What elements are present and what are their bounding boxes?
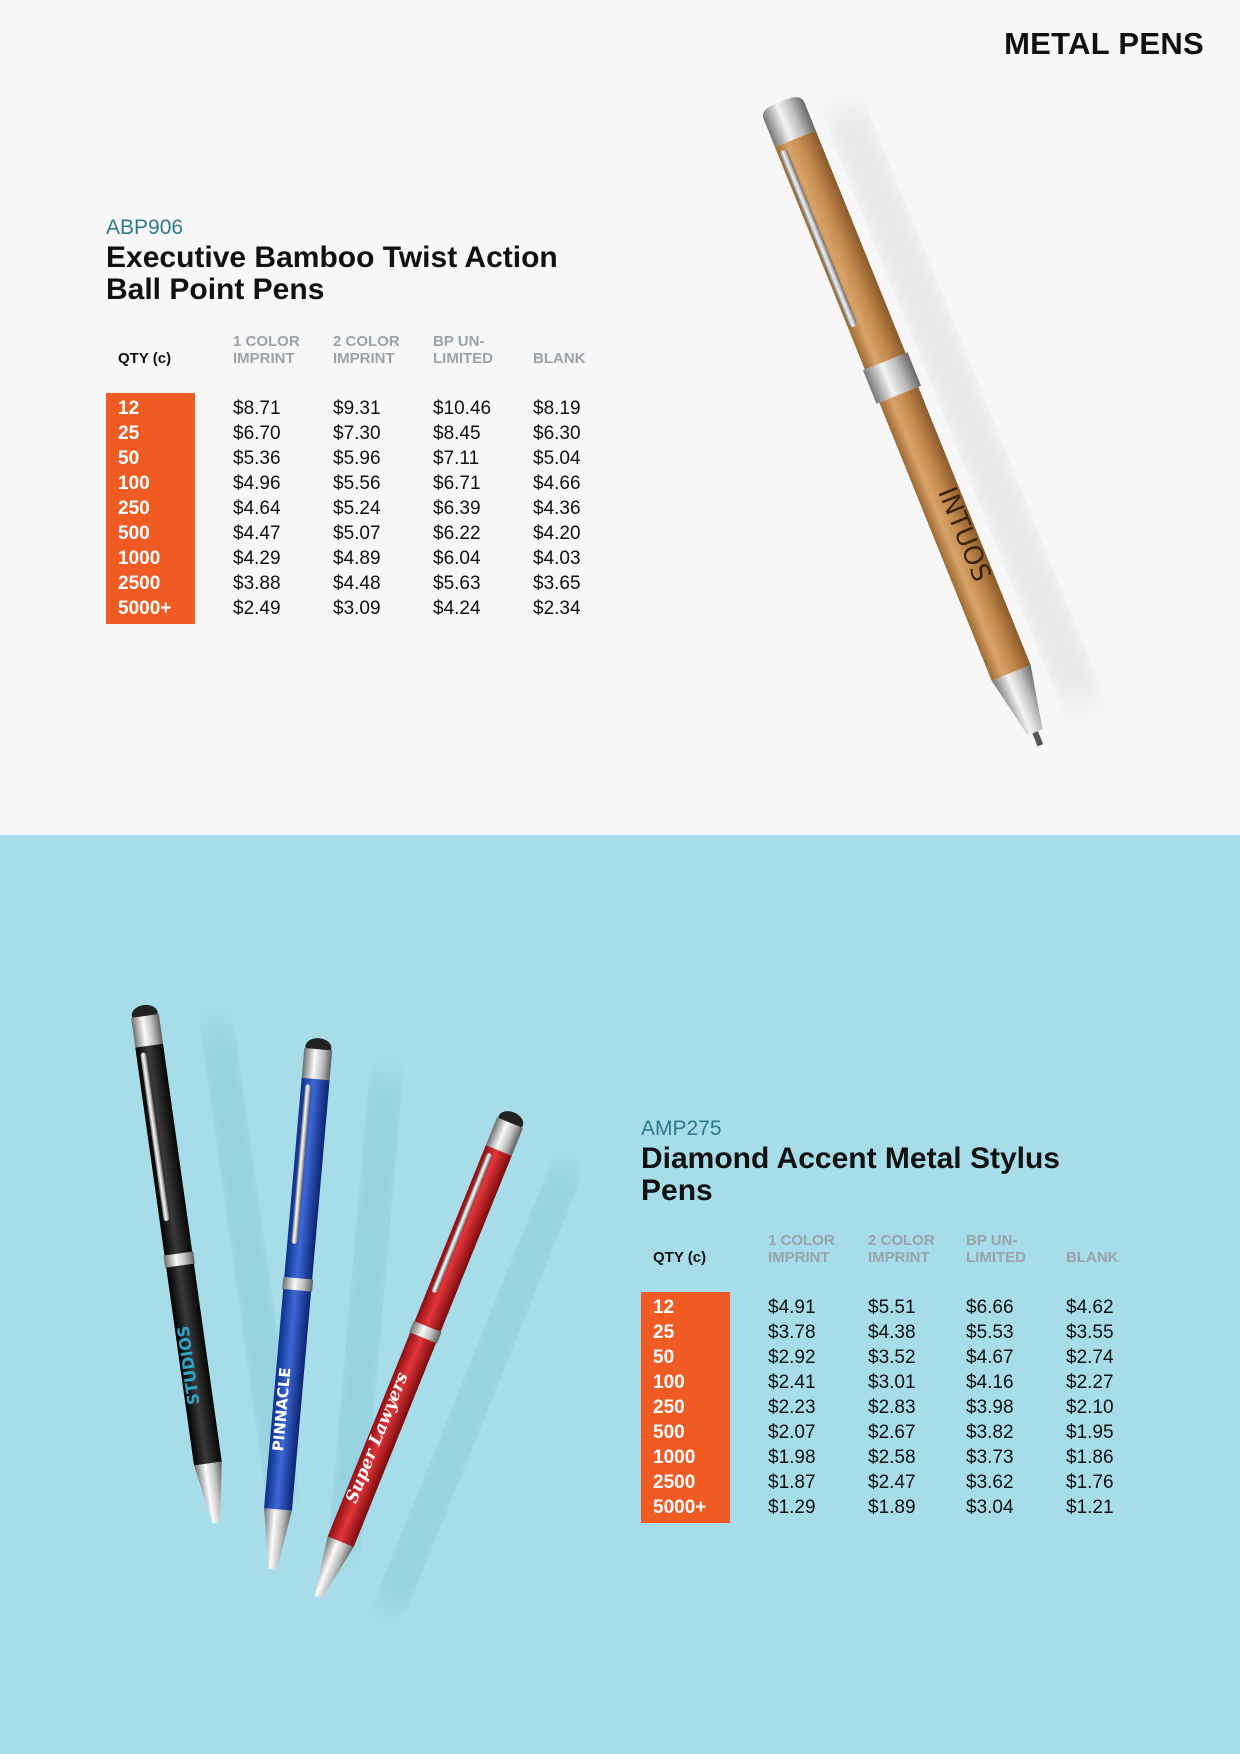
price-bp-unlimited: $4.67 [966, 1347, 1014, 1368]
table-row [106, 446, 613, 471]
price-2-color: $5.56 [333, 473, 381, 494]
pen-imprint-text: PINNACLE [269, 1366, 295, 1453]
product-sku: ABP906 [106, 216, 184, 239]
qty-cell: 5000+ [641, 1495, 730, 1523]
gap-cell [730, 1420, 768, 1445]
price-2-color: $2.58 [868, 1447, 916, 1468]
price-bp-unlimited: $4.24 [433, 598, 481, 619]
gap-cell [195, 446, 233, 471]
qty-cell: 50 [641, 1345, 730, 1370]
qty-cell: 2500 [106, 571, 195, 596]
price-bp-unlimited: $6.39 [433, 498, 481, 519]
price-blank: $8.19 [533, 398, 581, 419]
product-name [106, 242, 666, 306]
price-blank: $1.95 [1066, 1422, 1114, 1443]
product-sku: AMP275 [641, 1117, 722, 1140]
price-2-color: $7.30 [333, 423, 381, 444]
price-blank: $4.36 [533, 498, 581, 519]
price-bp-unlimited: $3.04 [966, 1497, 1014, 1518]
product-name-line1: Diamond Accent Metal Stylus [641, 1142, 1060, 1175]
qty-cell: 250 [106, 496, 195, 521]
price-bp-unlimited: $6.71 [433, 473, 481, 494]
header-blank: BLANK [533, 350, 586, 367]
price-bp-unlimited: $4.16 [966, 1372, 1014, 1393]
qty-cell: 25 [106, 421, 195, 446]
product-name [641, 1143, 1201, 1207]
price-bp-unlimited: $3.98 [966, 1397, 1014, 1418]
qty-cell: 2500 [641, 1470, 730, 1495]
price-blank: $2.10 [1066, 1397, 1114, 1418]
qty-cell: 250 [641, 1395, 730, 1420]
gap-cell [195, 496, 233, 521]
price-table-header [641, 1230, 1146, 1266]
price-1-color: $4.47 [233, 523, 281, 544]
qty-cell: 1000 [641, 1445, 730, 1470]
red-stylus-pen [304, 1107, 580, 1629]
qty-cell: 500 [106, 521, 195, 546]
bamboo-pen-image [690, 80, 1110, 800]
price-2-color: $2.67 [868, 1422, 916, 1443]
qty-cell: 500 [641, 1420, 730, 1445]
gap-cell [730, 1470, 768, 1495]
price-1-color: $2.23 [768, 1397, 816, 1418]
price-bp-unlimited: $10.46 [433, 398, 492, 419]
table-row [106, 596, 613, 624]
table-row [106, 393, 613, 421]
qty-cell: 5000+ [106, 596, 195, 624]
price-blank: $1.21 [1066, 1497, 1114, 1518]
price-2-color: $4.38 [868, 1322, 916, 1343]
price-1-color: $5.36 [233, 448, 281, 469]
gap-cell [730, 1395, 768, 1420]
price-blank: $3.65 [533, 573, 581, 594]
price-bp-unlimited: $5.53 [966, 1322, 1014, 1343]
price-1-color: $2.07 [768, 1422, 816, 1443]
price-1-color: $4.64 [233, 498, 281, 519]
price-bp-unlimited: $5.63 [433, 573, 481, 594]
qty-cell: 12 [106, 393, 195, 421]
price-table-abp906 [106, 331, 613, 624]
price-bp-unlimited: $7.11 [433, 448, 480, 469]
product-name-line1: Executive Bamboo Twist Action [106, 241, 558, 274]
price-1-color: $2.41 [768, 1372, 816, 1393]
header-qty: QTY (c) [653, 1249, 707, 1266]
price-bp-unlimited: $3.82 [966, 1422, 1014, 1443]
price-1-color: $4.96 [233, 473, 281, 494]
price-bp-unlimited: $3.62 [966, 1472, 1014, 1493]
price-1-color: $3.78 [768, 1322, 816, 1343]
gap-cell [730, 1445, 768, 1470]
qty-cell: 100 [641, 1370, 730, 1395]
price-1-color: $4.91 [768, 1297, 816, 1318]
gap-cell [730, 1370, 768, 1395]
header-bp-unlimited: BP UN- LIMITED [966, 1232, 1026, 1266]
gap-cell [195, 521, 233, 546]
qty-cell: 25 [641, 1320, 730, 1345]
price-blank: $4.20 [533, 523, 581, 544]
gap-cell [195, 471, 233, 496]
price-2-color: $3.09 [333, 598, 381, 619]
pen-imprint-text: Super Lawyers [341, 1369, 413, 1507]
price-table-amp275 [641, 1230, 1146, 1523]
price-blank: $6.30 [533, 423, 581, 444]
header-qty: QTY (c) [118, 350, 172, 367]
price-2-color: $2.47 [868, 1472, 916, 1493]
gap-cell [195, 393, 233, 421]
price-1-color: $2.92 [768, 1347, 816, 1368]
price-bp-unlimited: $6.04 [433, 548, 481, 569]
price-blank: $2.74 [1066, 1347, 1114, 1368]
table-row [641, 1470, 1146, 1495]
header-2-color: 2 COLOR IMPRINT [333, 333, 400, 367]
gap-cell [730, 1320, 768, 1345]
header-1-color: 1 COLOR IMPRINT [233, 333, 300, 367]
table-row [641, 1292, 1146, 1320]
price-2-color: $9.31 [333, 398, 381, 419]
price-blank: $4.66 [533, 473, 581, 494]
table-row [641, 1370, 1146, 1395]
price-bp-unlimited: $3.73 [966, 1447, 1014, 1468]
product-abp906 [106, 216, 666, 306]
table-row [106, 521, 613, 546]
qty-cell: 50 [106, 446, 195, 471]
gap-cell [730, 1495, 768, 1523]
price-1-color: $8.71 [233, 398, 281, 419]
qty-cell: 100 [106, 471, 195, 496]
price-1-color: $1.29 [768, 1497, 816, 1518]
price-2-color: $2.83 [868, 1397, 916, 1418]
pen-imprint-text: INTUOS [931, 483, 997, 587]
price-1-color: $3.88 [233, 573, 281, 594]
table-row [106, 496, 613, 521]
table-row [106, 421, 613, 446]
price-blank: $2.34 [533, 598, 581, 619]
product-name-line2: Ball Point Pens [106, 273, 325, 306]
table-row [641, 1445, 1146, 1470]
product-name-line2: Pens [641, 1174, 713, 1207]
price-2-color: $3.01 [868, 1372, 916, 1393]
stylus-pens-image [100, 990, 580, 1650]
gap-cell [195, 546, 233, 571]
qty-cell: 1000 [106, 546, 195, 571]
table-row [106, 471, 613, 496]
table-row [641, 1395, 1146, 1420]
price-2-color: $5.96 [333, 448, 381, 469]
price-blank: $3.55 [1066, 1322, 1114, 1343]
price-2-color: $4.89 [333, 548, 381, 569]
price-1-color: $4.29 [233, 548, 281, 569]
gap-cell [195, 421, 233, 446]
qty-cell: 12 [641, 1292, 730, 1320]
price-bp-unlimited: $8.45 [433, 423, 481, 444]
header-bp-unlimited: BP UN- LIMITED [433, 333, 493, 367]
price-1-color: $6.70 [233, 423, 281, 444]
price-2-color: $5.07 [333, 523, 381, 544]
price-2-color: $3.52 [868, 1347, 916, 1368]
header-blank: BLANK [1066, 1249, 1119, 1266]
table-row [641, 1320, 1146, 1345]
table-row [106, 571, 613, 596]
header-1-color: 1 COLOR IMPRINT [768, 1232, 835, 1266]
price-2-color: $5.24 [333, 498, 381, 519]
price-1-color: $1.98 [768, 1447, 816, 1468]
pen-imprint-text: STUDIOS [173, 1324, 204, 1407]
price-bp-unlimited: $6.66 [966, 1297, 1014, 1318]
price-blank: $1.76 [1066, 1472, 1114, 1493]
gap-cell [730, 1345, 768, 1370]
price-blank: $4.03 [533, 548, 581, 569]
price-table-header [106, 331, 613, 367]
price-bp-unlimited: $6.22 [433, 523, 481, 544]
table-row [641, 1495, 1146, 1523]
header-2-color: 2 COLOR IMPRINT [868, 1232, 935, 1266]
price-2-color: $5.51 [868, 1297, 916, 1318]
price-blank: $1.86 [1066, 1447, 1114, 1468]
price-blank: $4.62 [1066, 1297, 1114, 1318]
price-1-color: $1.87 [768, 1472, 816, 1493]
price-blank: $2.27 [1066, 1372, 1114, 1393]
gap-cell [195, 596, 233, 624]
price-2-color: $1.89 [868, 1497, 916, 1518]
gap-cell [730, 1292, 768, 1320]
table-row [641, 1420, 1146, 1445]
price-blank: $5.04 [533, 448, 581, 469]
section-title: METAL PENS [1004, 26, 1204, 61]
blue-stylus-pen [258, 1037, 403, 1577]
price-1-color: $2.49 [233, 598, 281, 619]
gap-cell [195, 571, 233, 596]
table-row [641, 1345, 1146, 1370]
product-amp275 [641, 1117, 1201, 1207]
price-2-color: $4.48 [333, 573, 381, 594]
table-row [106, 546, 613, 571]
